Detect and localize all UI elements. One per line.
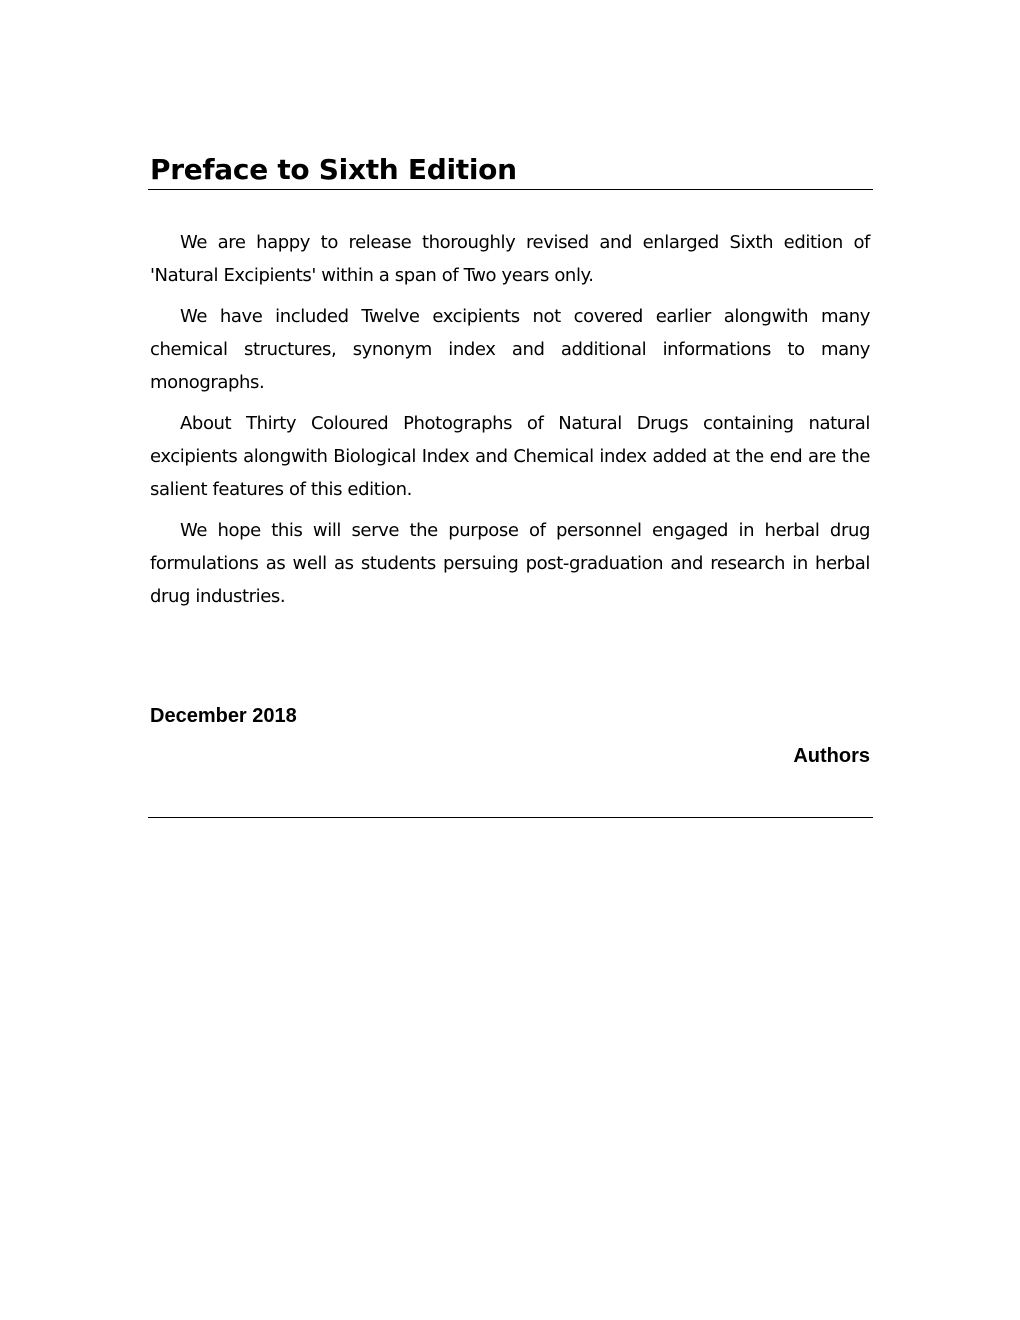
- preface-signature: Authors: [793, 745, 870, 767]
- preface-date: December 2018: [150, 705, 297, 727]
- bottom-divider: [148, 817, 873, 818]
- paragraph-2: We have included Twelve excipients not covered earlier alongwith many chemical structures, synonym index and additional informations to many monographs.: [150, 306, 870, 393]
- preface-body: [150, 226, 870, 621]
- paragraph-4: We hope this will serve the purpose of personnel engaged in herbal drug formulations as well as students persuing post-graduation and research in herbal drug industries.: [150, 520, 870, 607]
- paragraph-3: About Thirty Coloured Photographs of Natural Drugs containing natural excipients alongwith Biological Index and Chemical index added at the end are the salient features of this edition.: [150, 413, 870, 500]
- page-title: Preface to Sixth Edition: [150, 153, 517, 186]
- paragraph-1: We are happy to release thoroughly revised and enlarged Sixth edition of 'Natural Excipients' within a span of Two years only.: [150, 232, 870, 286]
- title-underline-divider: [148, 189, 873, 190]
